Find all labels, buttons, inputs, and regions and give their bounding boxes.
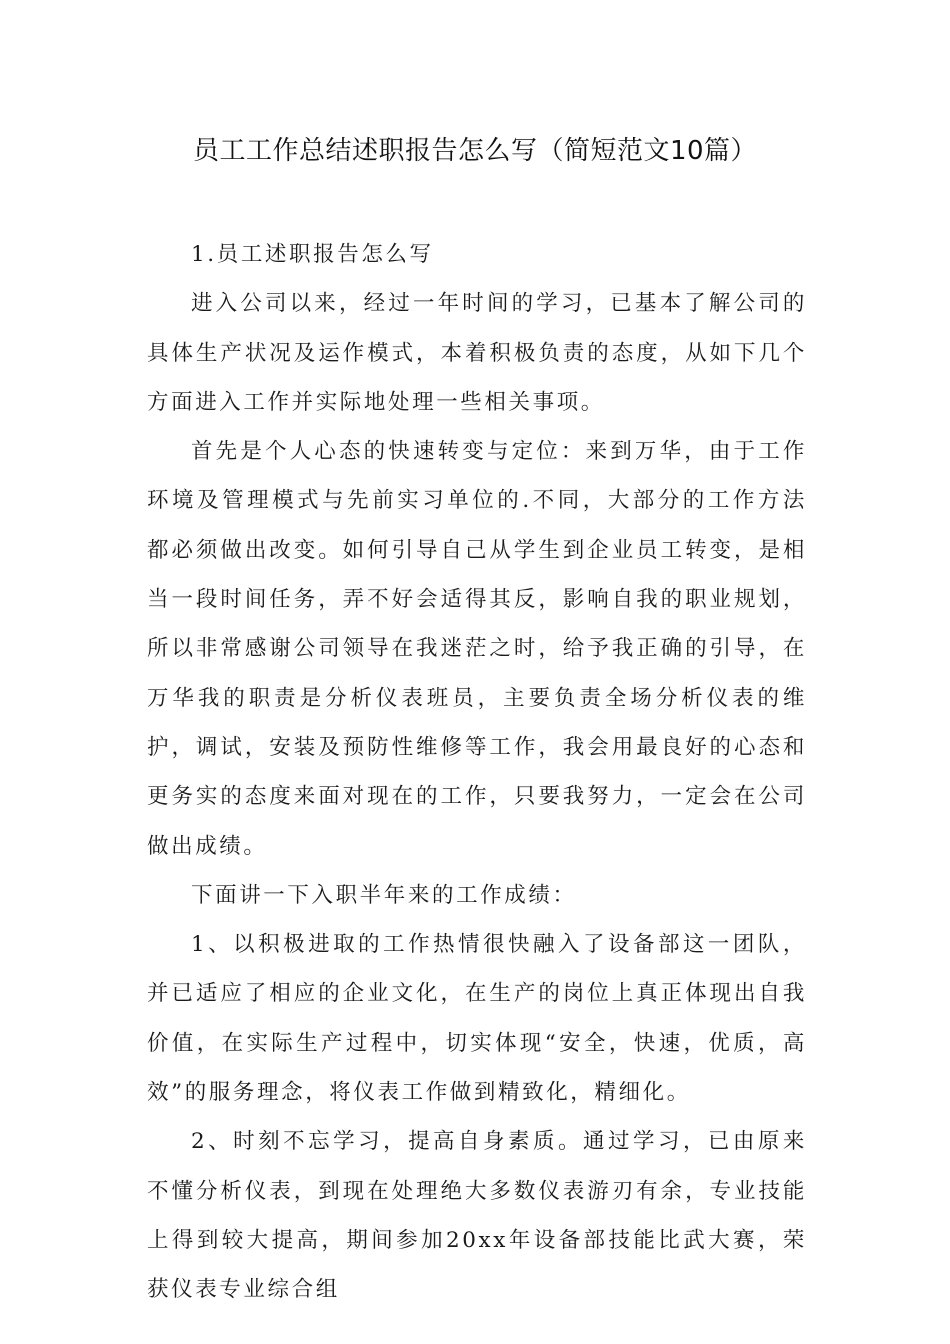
paragraph-achievements-lead: 下面讲一下入职半年来的工作成绩： (191, 882, 577, 908)
document-title: 员工工作总结述职报告怎么写（简短范文10篇） (192, 136, 758, 166)
paragraph-point-1: 1、以积极进取的工作热情很快融入了设备部这一团队，并已适应了相应的企业文化，在生产的岗位上真正体现出自我价值，在实际生产过程中，切实体现“安全，快速，优质，高效”的服务理念，将仪表工作做到精致化，精细化。 (147, 932, 807, 1106)
paragraph-point-2: 2、时刻不忘学习，提高自身素质。通过学习，已由原来不懂分析仪表，到现在处理绝大多数仪表游刃有余，专业技能上得到较大提高，期间参加20xx年设备部技能比武大赛，荣获仪表专业综合组 (147, 1129, 807, 1303)
paragraph-intro: 进入公司以来，经过一年时间的学习，已基本了解公司的具体生产状况及运作模式，本着积极负责的态度，从如下几个方面进入工作并实际地处理一些相关事项。 (147, 291, 807, 415)
paragraph-mindset: 首先是个人心态的快速转变与定位：来到万华，由于工作环境及管理模式与先前实习单位的.不同，大部分的工作方法都必须做出改变。如何引导自己从学生到企业员工转变，是相当一段时间任务，弄不好会适得其反，影响自我的职业规划，所以非常感谢公司领导在我迷茫之时，给予我正确的引导，在万华我的职责是分析仪表班员，主要负责全场分析仪表的维护，调试，安装及预防性维修等工作，我会用最良好的心态和更务实的态度来面对现在的工作，只要我努力，一定会在公司做出成绩。 (147, 439, 807, 859)
document-body (147, 230, 807, 1315)
section-heading: 1.员工述职报告怎么写 (191, 242, 434, 267)
